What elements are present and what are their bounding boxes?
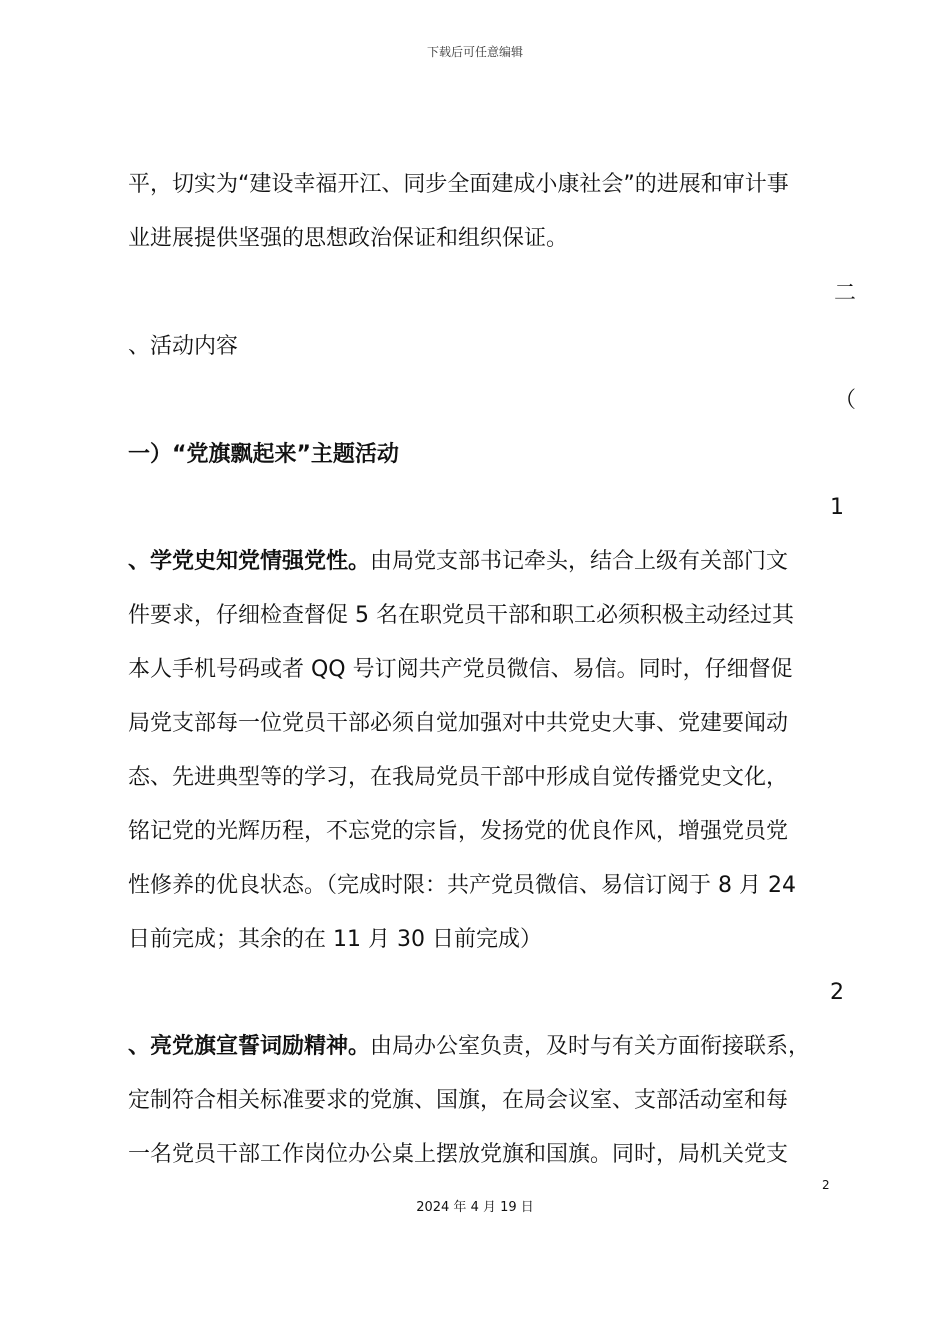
text-line: 1 [830,495,844,520]
text-line [128,1032,810,1062]
text-line: 本人手机号码或者 QQ 号订阅共产党员微信、易信。同时，仔细督促 [128,657,793,682]
item-title: 、亮党旗宣誓词励精神。 [128,1034,371,1059]
text-line: 一名党员干部工作岗位办公桌上摆放党旗和国旗。同时，局机关党支 [128,1142,789,1167]
text-line: 日前完成；其余的在 11 月 30 日前完成） [128,927,542,952]
page-footer-date: 2024 年 4 月 19 日 [416,1200,534,1215]
page-header: 下载后可任意编辑 [426,45,523,59]
text-line: （ [833,388,856,413]
text-line: 性修养的优良状态。（完成时限：共产党员微信、易信订阅于 8 月 24 [128,873,796,898]
text-line: 业进展提供坚强的思想政治保证和组织保证。 [128,226,569,251]
section-heading-text: 一）“党旗飘起来”主题活动 [128,442,399,467]
text-line: 定制符合相关标准要求的党旗、国旗，在局会议室、支部活动室和每 [128,1088,789,1113]
text-line: 2 [830,980,844,1005]
item-title: 、学党史知党情强党性。 [128,549,371,574]
text-line [128,547,788,577]
item-text: 由局办公室负责，及时与有关方面衔接联系， [370,1034,811,1059]
text-line: 二 [833,281,856,306]
text-line: 局党支部每一位党员干部必须自觉加强对中共党史大事、党建要闻动 [128,711,789,736]
text-line: 、活动内容 [128,334,239,359]
text-line: 态、先进典型等的学习，在我局党员干部中形成自觉传播党史文化， [128,765,789,790]
text-line: 件要求，仔细检查督促 5 名在职党员干部和职工必须积极主动经过其 [128,603,794,628]
text-line: 铭记党的光辉历程，不忘党的宗旨，发扬党的优良作风，增强党员党 [128,819,789,844]
page-number: 2 [822,1178,830,1192]
section-heading [128,440,399,470]
item-text: 由局党支部书记牵头，结合上级有关部门文 [370,549,789,574]
text-line: 平，切实为“建设幸福开江、同步全面建成小康社会”的进展和审计事 [128,172,789,197]
